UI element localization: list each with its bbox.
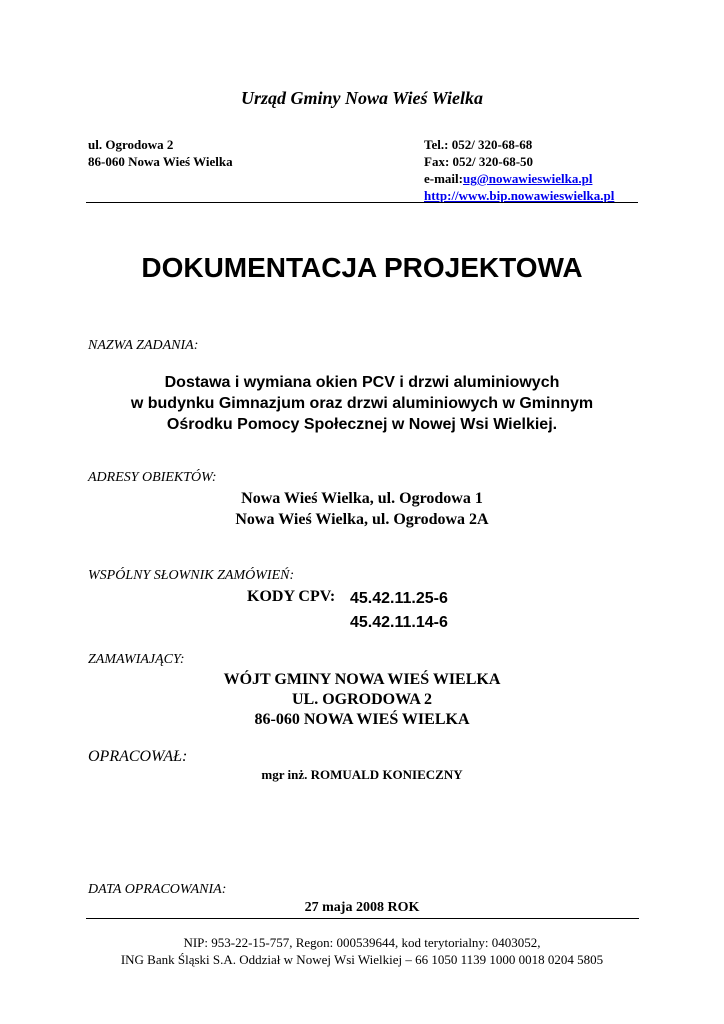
client-line: 86-060 NOWA WIEŚ WIELKA: [254, 711, 470, 728]
cpv-prefix: KODY CPV:: [247, 588, 336, 605]
footer: [0, 934, 724, 968]
cpv-label: WSPÓLNY SŁOWNIK ZAMÓWIEŃ:: [88, 568, 295, 583]
address-item: Nowa Wieś Wielka, ul. Ogrodowa 2A: [235, 511, 489, 528]
client-label: ZAMAWIAJĄCY:: [88, 652, 185, 667]
addresses-list: [0, 488, 724, 530]
date-value: 27 maja 2008 ROK: [304, 900, 420, 915]
website-link[interactable]: http://www.bip.nowawieswielka.pl: [424, 188, 615, 203]
addresses-label: ADRESY OBIEKTÓW:: [88, 470, 217, 485]
client-line: UL. OGRODOWA 2: [291, 691, 432, 708]
cpv-codes: [350, 587, 448, 635]
task-description: [0, 372, 724, 435]
task-line: Ośrodku Pomocy Społecznej w Nowej Wsi Wielkiej.: [166, 416, 558, 433]
document-title: DOKUMENTACJA PROJEKTOWA: [141, 252, 583, 283]
address-item: Nowa Wieś Wielka, ul. Ogrodowa 1: [241, 490, 483, 507]
footer-divider: [86, 918, 639, 919]
cpv-code: 45.42.11.25-6: [350, 590, 448, 607]
footer-registry: NIP: 953-22-15-757, Regon: 000539644, kod terytorialny: 0403052,: [183, 935, 541, 950]
task-line: Dostawa i wymiana okien PCV i drzwi aluminiowych: [164, 374, 560, 391]
header-divider: [86, 202, 638, 203]
author-label: OPRACOWAŁ:: [88, 748, 188, 765]
client-details: [0, 670, 724, 730]
contact-block: [424, 136, 614, 204]
task-line: w budynku Gimnazjum oraz drzwi aluminiowych w Gminnym: [130, 395, 594, 412]
fax-number: Fax: 052/ 320-68-50: [424, 154, 534, 169]
address-city: 86-060 Nowa Wieś Wielka: [88, 154, 233, 169]
footer-bank: ING Bank Śląski S.A. Oddział w Nowej Wsi Wielkiej – 66 1050 1139 1000 0018 0204 5805: [120, 952, 604, 967]
client-line: WÓJT GMINY NOWA WIEŚ WIELKA: [223, 671, 501, 688]
phone-number: Tel.: 052/ 320-68-68: [424, 137, 533, 152]
task-label: NAZWA ZADANIA:: [88, 338, 199, 353]
address-street: ul. Ogrodowa 2: [88, 137, 174, 152]
email-row: [424, 170, 614, 187]
cpv-code: 45.42.11.14-6: [350, 614, 448, 631]
email-label: e-mail:: [424, 171, 463, 186]
date-label: DATA OPRACOWANIA:: [88, 882, 227, 897]
email-link[interactable]: ug@nowawieswielka.pl: [462, 171, 593, 186]
office-title: Urząd Gminy Nowa Wieś Wielka: [240, 88, 484, 108]
address-block: [88, 136, 233, 170]
author-name: mgr inż. ROMUALD KONIECZNY: [261, 767, 463, 782]
